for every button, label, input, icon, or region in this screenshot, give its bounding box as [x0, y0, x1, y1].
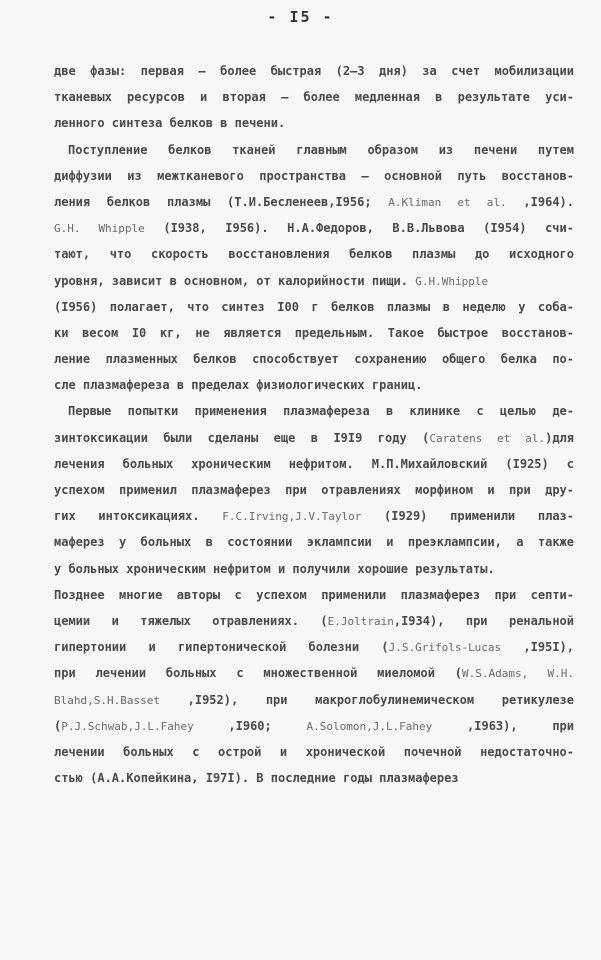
- text-line: [54, 137, 574, 163]
- text-segment: ленного синтеза белков в печени.: [54, 116, 286, 131]
- text-segment: уровня, зависит в основном, от калорийности пищи.: [54, 273, 416, 288]
- text-line: [54, 346, 574, 372]
- text-segment: ления белков плазмы (Т.И.Бесленеев,I956;: [54, 194, 389, 209]
- text-segment: ,I963), при: [432, 718, 574, 733]
- text-line: [54, 713, 574, 739]
- text-line: [54, 398, 574, 424]
- citation-author: Caratens et al.: [429, 431, 546, 445]
- text-line: [54, 84, 574, 110]
- citation-author: E.Joltrain: [327, 614, 394, 628]
- text-segment: ,I934), при ренальной: [393, 613, 574, 628]
- text-segment: цемии и тяжелых отравлениях. (: [54, 613, 328, 628]
- citation-author: Blahd,S.H.Basset: [54, 693, 160, 707]
- text-line: [54, 608, 574, 634]
- text-segment: гипертонии и гипертонической болезни (: [54, 640, 389, 655]
- text-line: [54, 294, 574, 320]
- text-line: [54, 425, 574, 451]
- text-segment: Поступление белков тканей главным образом из печени путем: [68, 142, 574, 157]
- text-line: [54, 189, 574, 215]
- text-segment: ,I952), при макроглобулинемическом ретикулезе: [159, 692, 574, 707]
- text-segment: ,I964).: [506, 194, 574, 209]
- text-segment: две фазы: первая – более быстрая (2–3 дня) за счет мобилизации: [54, 64, 574, 78]
- text-line: [54, 451, 574, 477]
- text-line: [54, 110, 574, 136]
- text-segment: диффузии из межтканевого пространства – основной путь восстанов-: [54, 168, 574, 183]
- text-segment: маферез у больных в состоянии эклампсии и преэклампсии, а также: [54, 535, 574, 550]
- document-body: [54, 58, 574, 791]
- text-line: [54, 582, 574, 608]
- citation-author: A.Kliman et al.: [388, 195, 507, 209]
- text-line: [54, 58, 574, 84]
- citation-author: W.S.Adams, W.H.: [462, 667, 574, 681]
- text-line: [54, 372, 574, 398]
- citation-author: J.S.Grifols-Lucas: [388, 641, 502, 655]
- text-line: [54, 268, 574, 294]
- text-segment: (I956) полагает, что синтез I00 г белков плазмы в неделю у соба-: [54, 299, 574, 314]
- text-segment: (: [54, 718, 62, 733]
- text-segment: Первые попытки применения плазмафереза в клинике с целью де-: [68, 404, 574, 419]
- text-segment: ,I95I),: [501, 640, 574, 655]
- text-segment: зинтоксикации были сделаны еще в I9I9 году (: [54, 430, 430, 445]
- text-line: [54, 634, 574, 660]
- citation-author: G.H.Whipple: [415, 274, 489, 288]
- text-line: [54, 163, 574, 189]
- text-segment: )для: [545, 430, 574, 445]
- text-line: [54, 503, 574, 529]
- citation-author: F.C.Irving,J.V.Taylor: [222, 510, 362, 524]
- text-line: [54, 739, 574, 765]
- text-line: [54, 477, 574, 503]
- text-segment: (I938, I956). Н.А.Федоров, В.В.Львова (I954) счи-: [144, 221, 574, 236]
- text-line: [54, 529, 574, 555]
- text-segment: тканевых ресурсов и вторая – более медленная в результате уси-: [54, 90, 574, 105]
- text-segment: гих интоксикациях.: [54, 509, 223, 524]
- text-segment: стью (А.А.Копейкина, I97I). В последние годы плазмаферез: [54, 771, 459, 786]
- text-segment: лечения больных хроническим нефритом. М.П.Михайловский (I925) с: [54, 456, 574, 471]
- text-line: [54, 320, 574, 346]
- text-segment: лечении больных с острой и хронической почечной недостаточно-: [54, 744, 574, 759]
- text-line: [54, 215, 574, 241]
- citation-author: P.J.Schwab,J.L.Fahey: [61, 719, 194, 733]
- citation-author: A.Solomon,J.L.Fahey: [306, 719, 433, 733]
- citation-author: G.H. Whipple: [54, 222, 145, 236]
- text-segment: тают, что скорость восстановления белков плазмы до исходного: [54, 247, 574, 262]
- page-number: - I5 -: [267, 8, 334, 26]
- text-line: [54, 660, 574, 686]
- text-segment: ,I960;: [193, 718, 307, 733]
- text-segment: Позднее многие авторы с успехом применили плазмаферез при септи-: [54, 587, 574, 602]
- text-segment: ки весом I0 кг, не является предельным. Такое быстрое восстанов-: [54, 325, 574, 340]
- text-segment: успехом применил плазмаферез при отравлениях морфином и при дру-: [54, 483, 574, 497]
- text-segment: (I929) применили плаз-: [361, 509, 574, 524]
- text-segment: у больных хроническим нефритом и получили хорошие результаты.: [54, 561, 495, 576]
- text-line: [54, 687, 574, 713]
- text-line: [54, 241, 574, 267]
- text-line: [54, 556, 574, 582]
- text-line: [54, 765, 574, 791]
- text-segment: при лечении больных с множественной миеломой (: [54, 666, 463, 681]
- text-segment: ление плазменных белков способствует сохранению общего белка по-: [54, 352, 574, 367]
- text-segment: сле плазмафереза в пределах физиологических границ.: [54, 378, 423, 393]
